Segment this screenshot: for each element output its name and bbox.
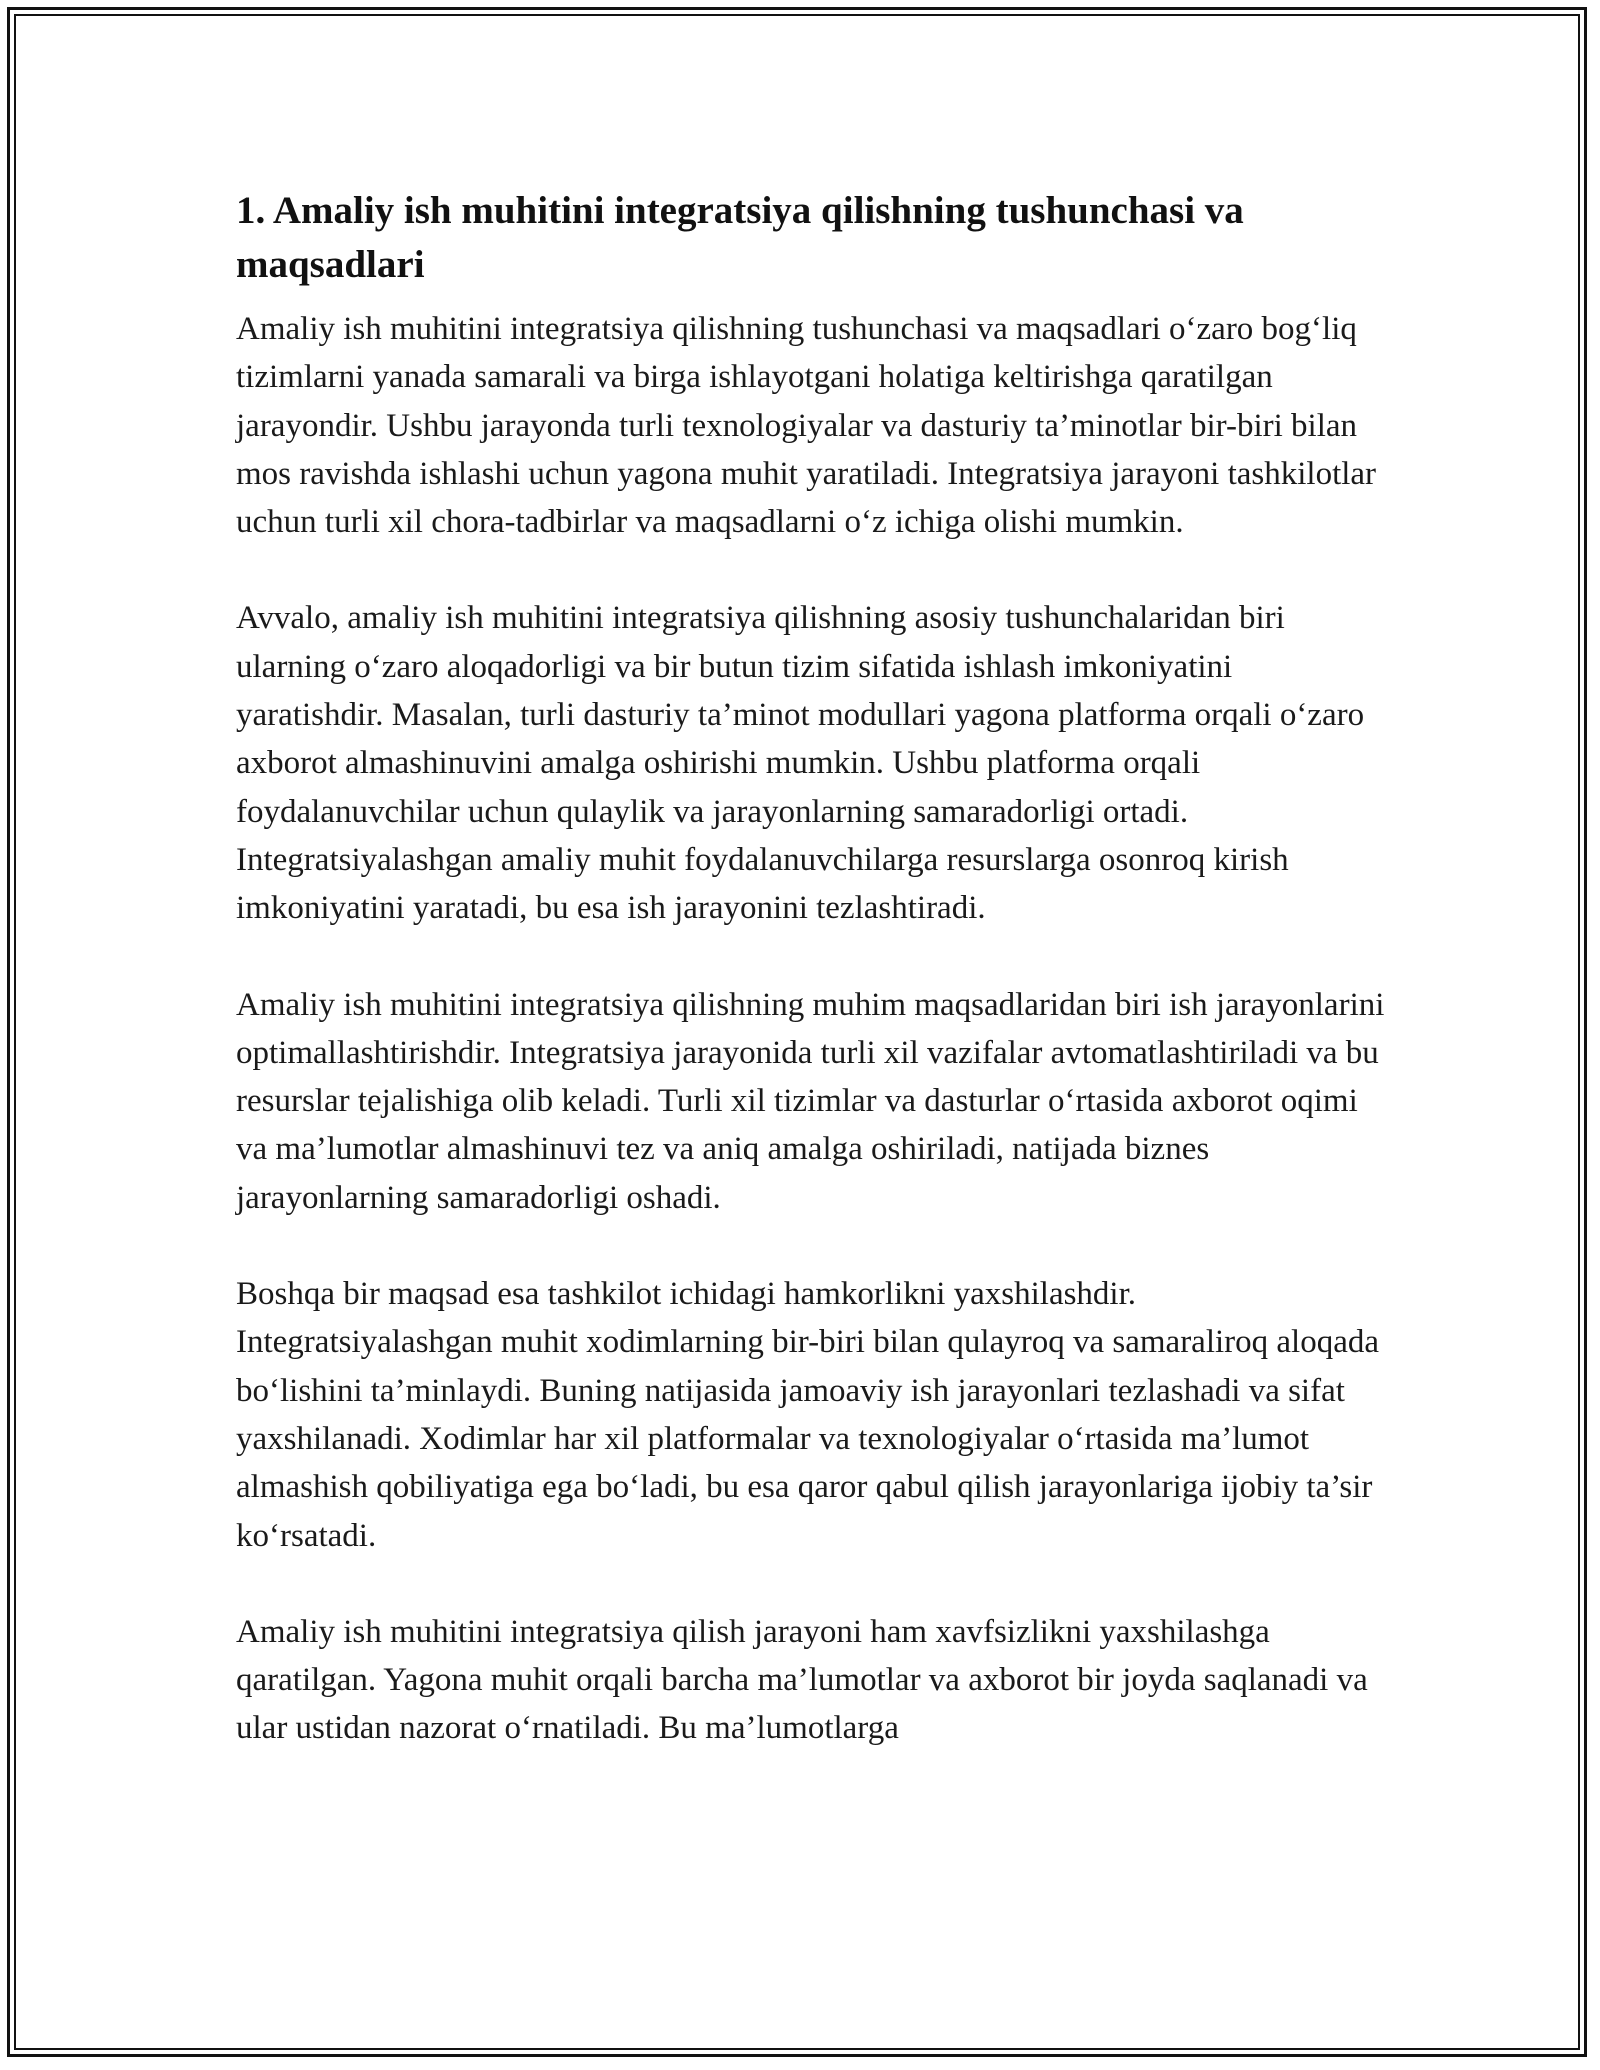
section-heading: 1. Amaliy ish muhitini integratsiya qilishning tushunchasi va maqsadlari: [236, 189, 1244, 286]
paragraph-5: Amaliy ish muhitini integratsiya qilish jarayoni ham xavfsizlikni yaxshilashga qaratilgan. Yagona muhit orqali barcha ma’lumotlar va axborot bir joyda saqlanadi va ular ustidan nazorat o‘rnatiladi. Bu ma’lumotlarga: [236, 1613, 1368, 1747]
document-body: [236, 184, 1386, 1753]
paragraph-4: Boshqa bir maqsad esa tashkilot ichidagi hamkorlikni yaxshilashdir. Integratsiyalashgan muhit xodimlarning bir-biri bilan qulayroq va samaraliroq aloqada bo‘lishini ta’minlaydi. Buning natijasida jamoaviy ish jarayonlari tezlashadi va sifat yaxshilanadi. Xodimlar har xil platformalar va texnologiyalar o‘rtasida ma’lumot almashish qobiliyatiga ega bo‘ladi, bu esa qaror qabul qilish jarayonlariga ijobiy ta’sir ko‘rsatadi.: [236, 1276, 1380, 1554]
paragraph-2: Avvalo, amaliy ish muhitini integratsiya qilishning asosiy tushunchalaridan biri ularning o‘zaro aloqadorligi va bir butun tizim sifatida ishlash imkoniyatini yaratishdir. Masalan, turli dasturiy ta’minot modullari yagona platforma orqali o‘zaro axborot almashinuvini amalga oshirishi mumkin. Ushbu platforma orqali foydalanuvchilar uchun qulaylik va jarayonlarning samaradorligi ortadi. Integratsiyalashgan amaliy muhit foydalanuvchilarga resurslarga osonroq kirish imkoniyatini yaratadi, bu esa ish jarayonini tezlashtiradi.: [236, 600, 1365, 927]
paragraph-3: Amaliy ish muhitini integratsiya qilishning muhim maqsadlaridan biri ish jarayonlarini optimallashtirishdir. Integratsiya jarayonida turli xil vazifalar avtomatlashtiriladi va bu resurslar tejalishiga olib keladi. Turli xil tizimlar va dasturlar o‘rtasida axborot oqimi va ma’lumotlar almashinuvi tez va aniq amalga oshiriladi, natijada biznes jarayonlarning samaradorligi oshadi.: [236, 986, 1385, 1216]
paragraph-1: Amaliy ish muhitini integratsiya qilishning tushunchasi va maqsadlari o‘zaro bog‘liq tizimlarni yanada samarali va birga ishlayotgani holatiga keltirishga qaratilgan jarayondir. Ushbu jarayonda turli texnologiyalar va dasturiy ta’minotlar bir-biri bilan mos ravishda ishlashi uchun yagona muhit yaratiladi. Integratsiya jarayoni tashkilotlar uchun turli xil chora-tadbirlar va maqsadlarni o‘z ichiga olishi mumkin.: [236, 311, 1377, 541]
